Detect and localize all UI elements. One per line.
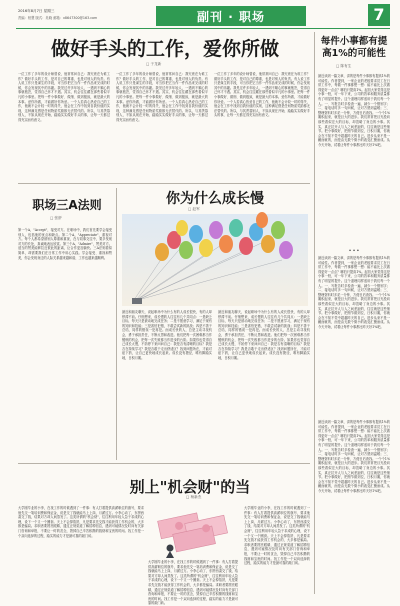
- article5-body-middle: 最近读到一篇文章，讲的是每件小事都有提高1%的可能性。作者提到，一家企业的老板要求员工在日常工作中，每做一件事都想一想：能不能比上次做得更好一点点？哪怕只提高1%。起初大家觉得这是小事一桩，可一年下来，公司的效率和服务质量都有了明显的提升。这个道理同样适用于我们每一个人。一、写报告时多检查一遍，减少一个错别字；二、接电话时多一句问候，让对方感到温暖；三、整理资料时多花一分钟，方便日后查找。一个个1%累积起来，就是巨大的进步。我们常常把目光投向那些看似宏大的目标，却忽略了身边的小事。其实，真正拉开人与人之间差距的，往往就是这些细节。把小事做好，把细节做到位，日积月累，你就会在不知不觉中超越昨天的自己。进步从来不是一蹴而就的，而是由无数个微小的改变汇聚而成。从今天开始，试着让每件小事都比昨天好1%吧。: [318, 256, 390, 329]
- article4-title: 别上"机会财"的当: [129, 478, 251, 496]
- article1-col1: 一位工作了多年的设计师曾说，他常常问自己：我究竟在为谁工作？做好手头的工作，是对自己的尊重，也是对别人的负责。有人说工作只是谋生的手段，可当你把它当作一件作品来完成的时候，你会发现其中的乐趣。我见过许多年轻人，一遇到不顺心的事就抱怨，觉得自己怀才不遇。其实，机会往往藏在那些看似平凡的小事里。把每一件小事做好、做细、做到极致，就是最大的本事。爱你所做，才能做好你所爱。一个人若真心热爱自己的工作，他就不会计较一时的得失，他会在工作中找到自我价值的实现，这种满足感是任何物质奖励都无法替代的。所以，与其羡慕别人，不如从现在开始，踏踏实实做好手头的事，让每一天都过得充实而有意义。: [18, 72, 110, 122]
- article1-title: 做好手头的工作，爱你所做: [50, 38, 279, 60]
- article5-subhead-1: • • •: [348, 248, 360, 253]
- article2-byline: □ 张舒: [50, 216, 62, 220]
- article4-col3: 大学刚毕业的小李，在找工作的时候遇到了一件事：有人打着提供高薪职位的旗号，要求他先交一笔培训费和保证金，说是交了钱就能马上上岗，月薪过万。小李心动了，东拼西凑交了钱，结果对方却人间蒸发了。这类所谓的"机会财"，往往利用年轻人急于求成的心理，设下一个又一个圈套。天上不会掉馅饼，凡是要求先交钱才能获得工作机会的，大多都是骗局。求职者要擦亮眼睛，通过正规渠道了解招聘信息，遇到可疑情况及时向有关部门咨询和举报，不要让一时的贪念，毁掉自己辛苦积攒的钱财和宝贵的时间。找工作是一个双向选择的过程，踏实的能力才是最可靠的敲门砖。: [244, 506, 310, 566]
- divider-v1: [116, 188, 117, 460]
- divider-h2: [18, 463, 310, 464]
- masthead-editor-line: 责编：柏慧 版式：吴晓 邮箱：x8647300@163.com: [18, 16, 98, 20]
- masthead-rule: [16, 28, 390, 29]
- section-title: 副刊 · 职场: [197, 10, 265, 24]
- article2-title: 职场三A法则: [32, 198, 102, 212]
- article1-col2: 一位工作了多年的设计师曾说，他常常问自己：我究竟在为谁工作？做好手头的工作，是对自己的尊重，也是对别人的负责。有人说工作只是谋生的手段，可当你把它当作一件作品来完成的时候，你会发现其中的乐趣。我见过许多年轻人，一遇到不顺心的事就抱怨，觉得自己怀才不遇。其实，机会往往藏在那些看似平凡的小事里。把每一件小事做好、做细、做到极致，就是最大的本事。爱你所做，才能做好你所爱。一个人若真心热爱自己的工作，他就不会计较一时的得失，他会在工作中找到自我价值的实现，这种满足感是任何物质奖励都无法替代的。所以，与其羡慕别人，不如从现在开始，踏踏实实做好手头的事，让每一天都过得充实而有意义。: [116, 72, 208, 122]
- article4-col1: 大学刚毕业的小李，在找工作的时候遇到了一件事：有人打着提供高薪职位的旗号，要求他先交一笔培训费和保证金，说是交了钱就能马上上岗，月薪过万。小李心动了，东拼西凑交了钱，结果对方却人间蒸发了。这类所谓的"机会财"，往往利用年轻人急于求成的心理，设下一个又一个圈套。天上不会掉馅饼，凡是要求先交钱才能获得工作机会的，大多都是骗局。求职者要擦亮眼睛，通过正规渠道了解招聘信息，遇到可疑情况及时向有关部门咨询和举报，不要让一时的贪念，毁掉自己辛苦积攒的钱财和宝贵的时间。找工作是一个双向选择的过程，踏实的能力才是最可靠的敲门砖。: [18, 506, 144, 538]
- article4-col2: 大学刚毕业的小李，在找工作的时候遇到了一件事：有人打着提供高薪职位的旗号，要求他先交一笔培训费和保证金，说是交了钱就能马上上岗，月薪过万。小李心动了，东拼西凑交了钱，结果对方却人间蒸发了。这类所谓的"机会财"，往往利用年轻人急于求成的心理，设下一个又一个圈套。天上不会掉馅饼，凡是要求先交钱才能获得工作机会的，大多都是骗局。求职者要擦亮眼睛，通过正规渠道了解招聘信息，遇到可疑情况及时向有关部门咨询和举报，不要让一时的贪念，毁掉自己辛苦积攒的钱财和宝贵的时间。找工作是一个双向选择的过程，踏实的能力才是最可靠的敲门砖。: [148, 560, 238, 606]
- divider-v2: [314, 32, 315, 594]
- article3-byline: □ 赵军: [188, 207, 200, 211]
- article5-body-lower: 最近读到一篇文章，讲的是每件小事都有提高1%的可能性。作者提到，一家企业的老板要求员工在日常工作中，每做一件事都想一想：能不能比上次做得更好一点点？哪怕只提高1%。起初大家觉得这是小事一桩，可一年下来，公司的效率和服务质量都有了明显的提升。这个道理同样适用于我们每一个人。一、写报告时多检查一遍，减少一个错别字；二、接电话时多一句问候，让对方感到温暖；三、整理资料时多花一分钟，方便日后查找。一个个1%累积起来，就是巨大的进步。我们常常把目光投向那些看似宏大的目标，却忽略了身边的小事。其实，真正拉开人与人之间差距的，往往就是这些细节。把小事做好，把细节做到位，日积月累，你就会在不知不觉中超越昨天的自己。进步从来不是一蹴而就的，而是由无数个微小的改变汇聚而成。从今天开始，试着让每件小事都比昨天好1%吧。: [318, 420, 390, 493]
- article3-title: 你为什么成长慢: [166, 191, 264, 207]
- money-illustration: [148, 500, 238, 558]
- divider-h1: [18, 183, 310, 184]
- article5-title: 每件小事都有提高1%的可能性: [320, 36, 388, 59]
- article5-body-upper: 最近读到一篇文章，讲的是每件小事都有提高1%的可能性。作者提到，一家企业的老板要求员工在日常工作中，每做一件事都想一想：能不能比上次做得更好一点点？哪怕只提高1%。起初大家觉得这是小事一桩，可一年下来，公司的效率和服务质量都有了明显的提升。这个道理同样适用于我们每一个人。一、写报告时多检查一遍，减少一个错别字；二、接电话时多一句问候，让对方感到温暖；三、整理资料时多花一分钟，方便日后查找。一个个1%累积起来，就是巨大的进步。我们常常把目光投向那些看似宏大的目标，却忽略了身边的小事。其实，真正拉开人与人之间差距的，往往就是这些细节。把小事做好，把细节做到位，日积月累，你就会在不知不觉中超越昨天的自己。进步从来不是一蹴而就的，而是由无数个微小的改变汇聚而成。从今天开始，试着让每件小事都比昨天好1%吧。: [318, 74, 390, 147]
- article1-byline: □ 于龙新: [146, 62, 162, 66]
- article3-col1: 最近和朋友聊天，说起职场中为什么有的人成长很快，有的人却停滞不前。仔细想来，成长慢的人往往有几个共同点：一是缺乏目标，每天只是被动地完成任务；二是不愿意学习，满足于现有的知识和技能；三是害怕犯错，不敢尝试新的挑战；四是不善于总结，同样的错误一犯再犯。而成长快的人，总是主动寻找机会，勇于承担责任，不断反思和改进。他们把每一次困难都当作锻炼的机会，把每一次失败都当作进步的台阶。如果你也觉得自己成长太慢，不妨停下来问问自己：我是否有清晰的目标？我是否在持续学习？我是否敢于走出舒适区？找到问题所在，才能对症下药，让自己更快地成长起来。成长没有捷径，唯有脚踏实地，日积月累。: [122, 310, 212, 360]
- balloons-illustration: [122, 214, 308, 306]
- masthead-date: 2016年8月7日 星期三: [18, 9, 55, 13]
- page-number: 7: [368, 4, 390, 26]
- article5-byline: □ 陈有生: [336, 64, 352, 68]
- article3-col2: 最近和朋友聊天，说起职场中为什么有的人成长很快，有的人却停滞不前。仔细想来，成长慢的人往往有几个共同点：一是缺乏目标，每天只是被动地完成任务；二是不愿意学习，满足于现有的知识和技能；三是害怕犯错，不敢尝试新的挑战；四是不善于总结，同样的错误一犯再犯。而成长快的人，总是主动寻找机会，勇于承担责任，不断反思和改进。他们把每一次困难都当作锻炼的机会，把每一次失败都当作进步的台阶。如果你也觉得自己成长太慢，不妨停下来问问自己：我是否有清晰的目标？我是否在持续学习？我是否敢于走出舒适区？找到问题所在，才能对症下药，让自己更快地成长起来。成长没有捷径，唯有脚踏实地，日积月累。: [218, 310, 310, 360]
- article2-body: 第一个A，"Accept"，接受对方。在职场中，我们首先要学会接受别人，包括他的优点和缺点。第二个A，"Appreciate"，重视对方。每个人都希望被别人尊重和重视，在与同事交往中，要多发现对方的长处，真诚地表达欣赏。第三个A，"Admire"，赞美对方。适当的赞美能够拉近彼此的距离，让合作更加愉快。三A法则看似简单，却需要我们在日常工作中用心实践。学会接受、重视和赞美，你会发现身边的人际关系越来越和谐，工作也越来越顺利。: [18, 228, 112, 260]
- article4-byline: □ 杨新杰: [186, 495, 202, 499]
- article1-col3: 一位工作了多年的设计师曾说，他常常问自己：我究竟在为谁工作？做好手头的工作，是对自己的尊重，也是对别人的负责。有人说工作只是谋生的手段，可当你把它当作一件作品来完成的时候，你会发现其中的乐趣。我见过许多年轻人，一遇到不顺心的事就抱怨，觉得自己怀才不遇。其实，机会往往藏在那些看似平凡的小事里。把每一件小事做好、做细、做到极致，就是最大的本事。爱你所做，才能做好你所爱。一个人若真心热爱自己的工作，他就不会计较一时的得失，他会在工作中找到自我价值的实现，这种满足感是任何物质奖励都无法替代的。所以，与其羡慕别人，不如从现在开始，踏踏实实做好手头的事，让每一天都过得充实而有意义。: [214, 72, 310, 118]
